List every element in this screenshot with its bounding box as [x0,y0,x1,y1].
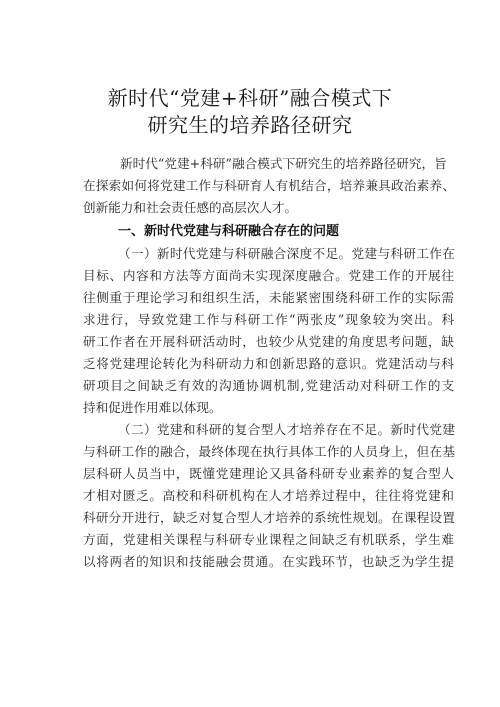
paragraph-line: 方面，党建相关课程与科研专业课程之间缺乏有机联系，学生难 [83,532,455,547]
paragraph-line: 求进行，导致党建工作与科研工作“两张皮”现象较为突出。科 [83,312,456,327]
paragraph-line: 往侧重于理论学习和组织生活，未能紧密围绕科研工作的实际需 [83,290,455,305]
paragraph-line: 乏将党建理论转化为科研动力和创新思路的意识。党建活动与科 [83,356,455,371]
paragraph-line: 以将两者的知识和技能融会贯通。在实践环节，也缺乏为学生提 [83,554,455,569]
paragraph-line: 科研分开进行，缺乏对复合型人才培养的系统性规划。在课程设置 [83,510,456,525]
paragraph-line: 研项目之间缺乏有效的沟通协调机制,党建活动对科研工作的支 [83,378,456,393]
paragraph-line: 研工作者在开展科研活动时，也较少从党建的角度思考问题，缺 [83,334,455,349]
paragraph-line: 才相对匮乏。高校和科研机构在人才培养过程中，往往将党建和 [83,488,455,503]
section-heading: 一、新时代党建与科研融合存在的问题 [118,224,340,239]
document-title-line-2: 研究生的培养路径研究 [147,113,353,137]
paragraph-line: 层科研人员当中，既懂党建理论又具备科研专业素养的复合型人 [83,466,455,481]
intro-line: 新时代“党建+科研”融合模式下研究生的培养路径研究，旨 [120,156,447,171]
document-title-line-1: 新时代“党建+科研”融合模式下 [107,86,393,110]
paragraph-line: 持和促进作用难以体现。 [83,400,222,415]
intro-line: 创新能力和社会责任感的高层次人才。 [83,200,298,215]
paragraph-line: （一）新时代党建与科研融合深度不足。党建与科研工作在 [118,246,456,261]
intro-line: 在探索如何将党建工作与科研育人有机结合，培养兼具政治素养、 [83,178,456,193]
paragraph-line: 目标、内容和方法等方面尚未实现深度融合。党建工作的开展往 [83,268,455,283]
paragraph-line: （二）党建和科研的复合型人才培养存在不足。新时代党建 [118,422,456,437]
paragraph-line: 与科研工作的融合，最终体现在执行具体工作的人员身上，但在基 [83,444,456,459]
